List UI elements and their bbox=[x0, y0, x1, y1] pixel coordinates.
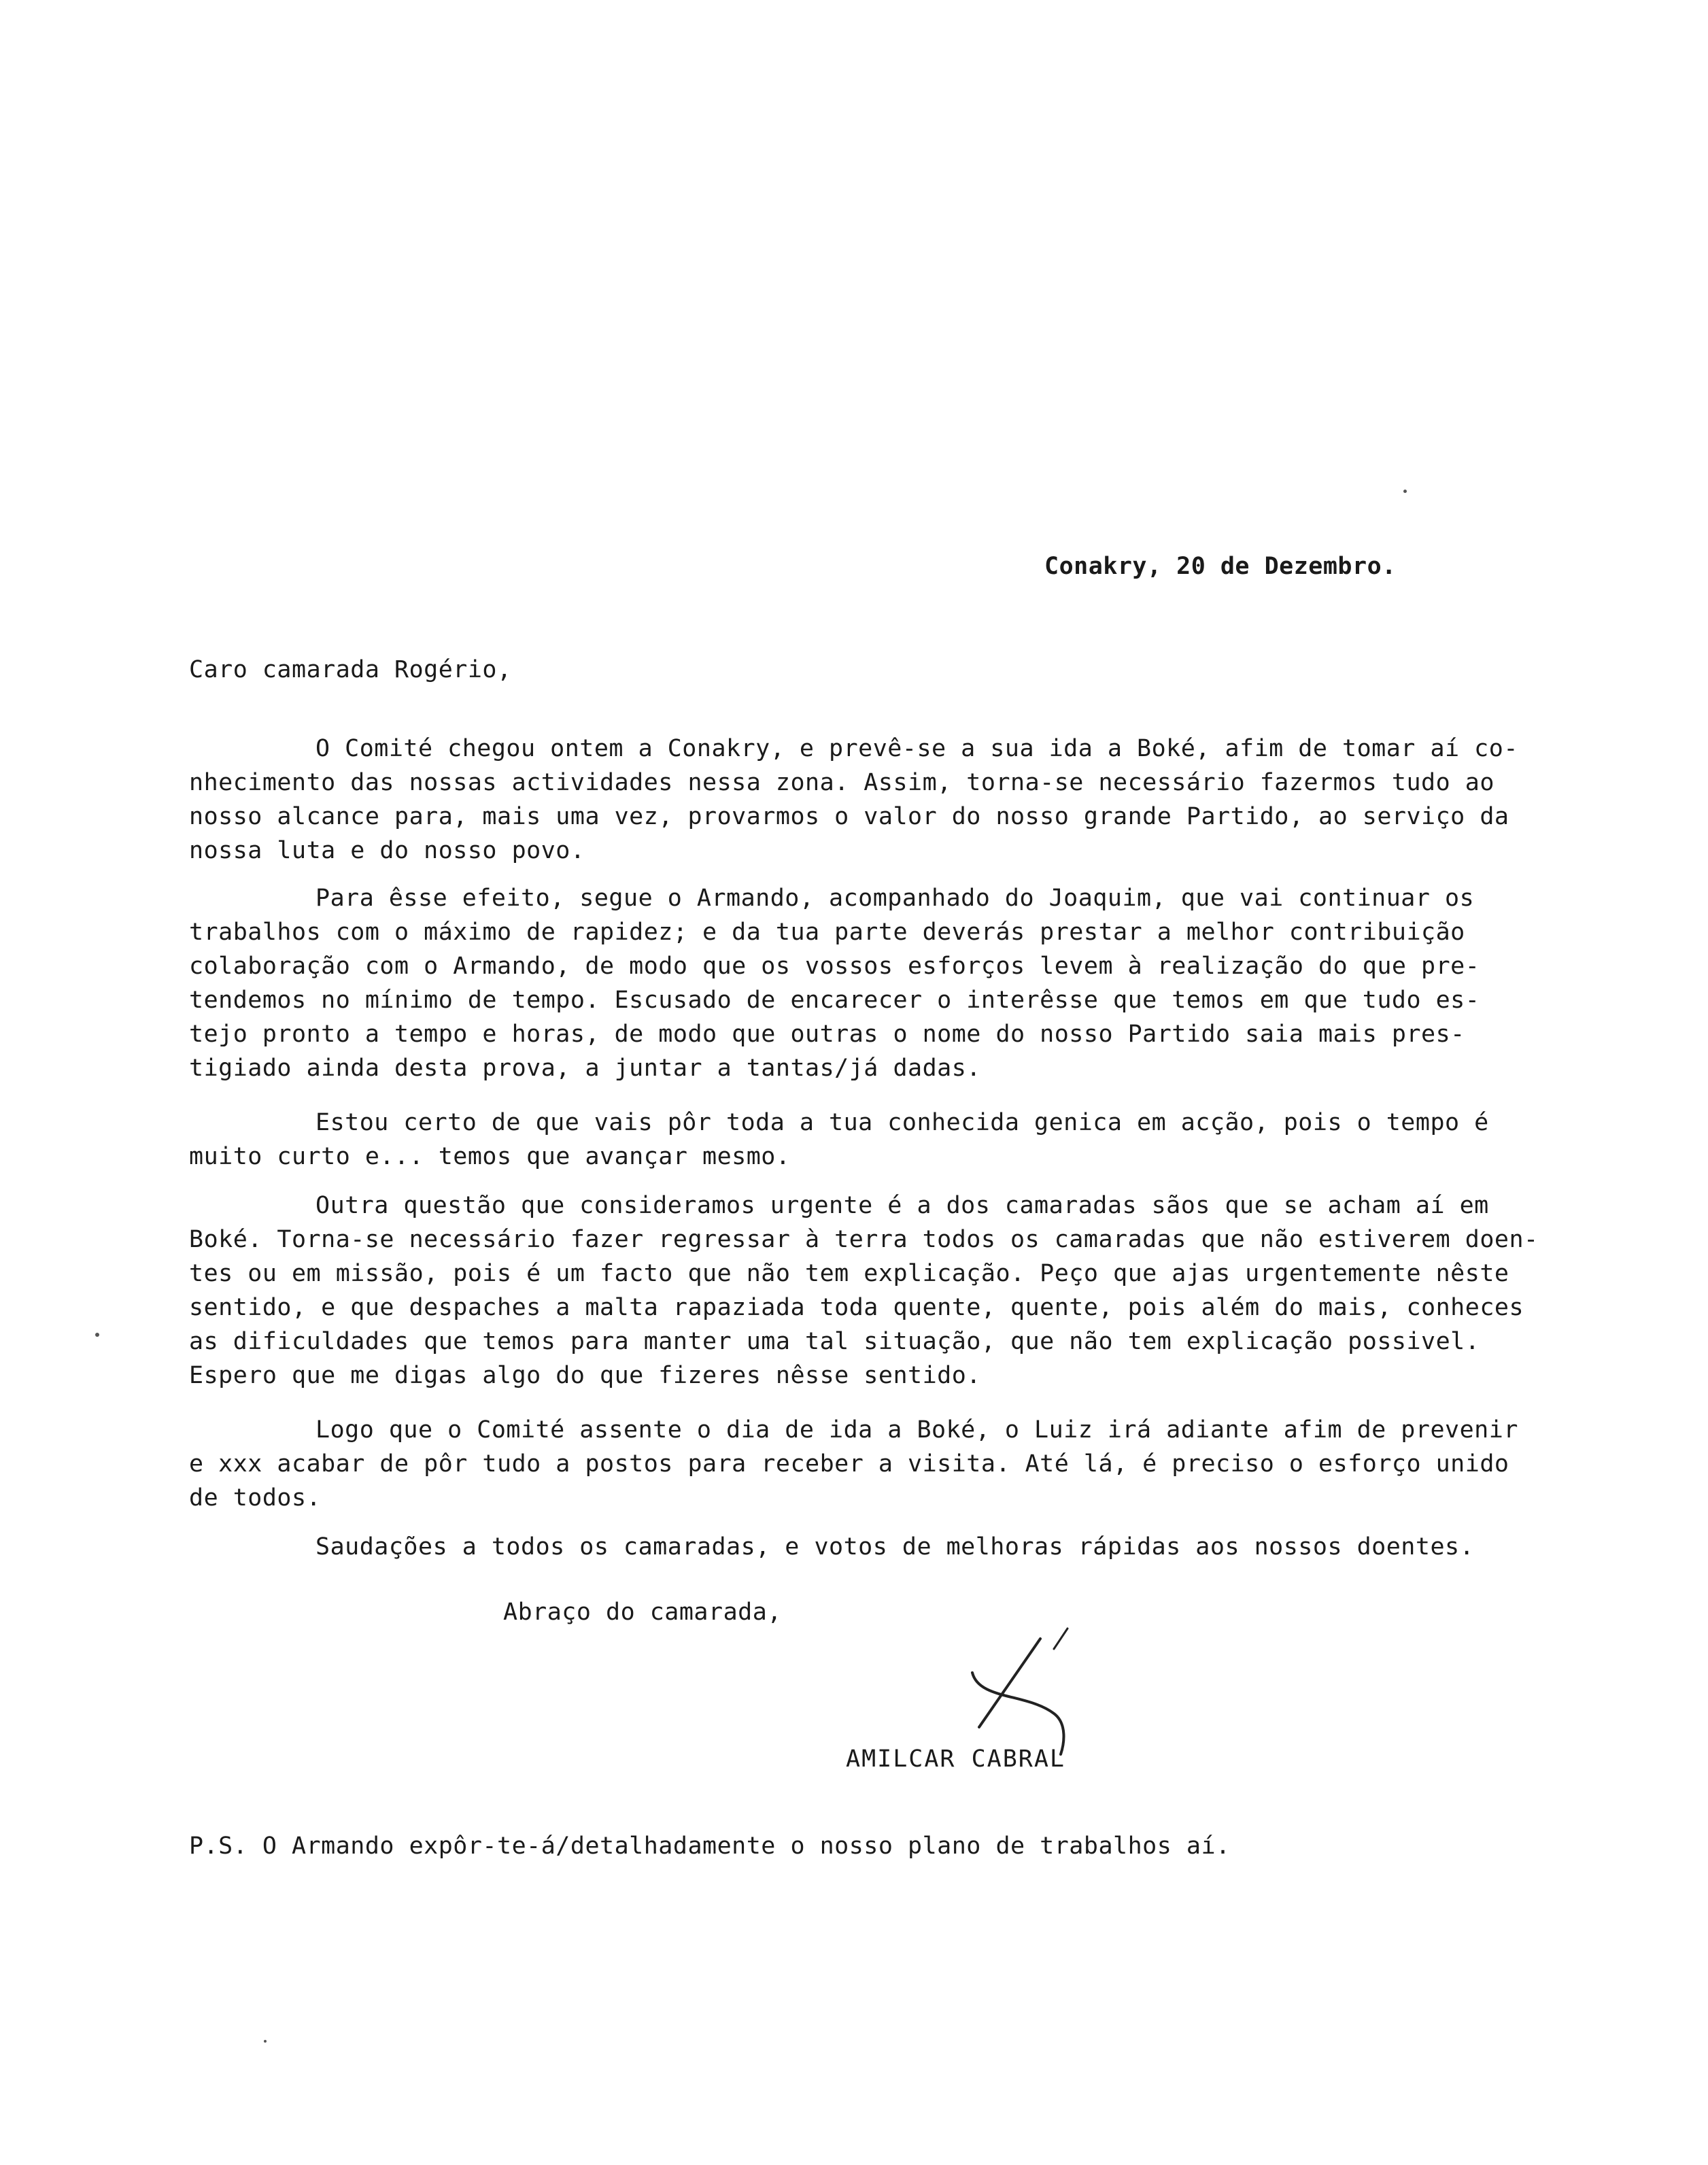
paragraph-line: sentido, e que despaches a malta rapaziada toda quente, quente, pois além do mais, conheces bbox=[189, 1294, 1524, 1321]
scan-speck bbox=[95, 1333, 99, 1337]
scan-speck bbox=[1403, 490, 1407, 493]
paragraph-line: tigiado ainda desta prova, a juntar a tantas/já dadas. bbox=[189, 1055, 981, 1082]
paragraph-3 bbox=[189, 1106, 1644, 1174]
paragraph-1 bbox=[189, 732, 1644, 868]
paragraph-line: Espero que me digas algo do que fizeres nêsse sentido. bbox=[189, 1362, 981, 1389]
paragraph-line: muito curto e... temos que avançar mesmo. bbox=[189, 1143, 791, 1170]
paragraph-4 bbox=[189, 1189, 1644, 1393]
paragraph-line: Estou certo de que vais pôr toda a tua conhecida genica em acção, pois o tempo é bbox=[315, 1109, 1489, 1136]
signed-name: AMILCAR CABRAL bbox=[846, 1745, 1066, 1773]
paragraph-line: trabalhos com o máximo de rapidez; e da tua parte deverás prestar a melhor contribuição bbox=[189, 919, 1465, 946]
paragraph-line: tes ou em missão, pois é um facto que não tem explicação. Peço que ajas urgentemente nêste bbox=[189, 1260, 1509, 1287]
paragraph-line: nosso alcance para, mais uma vez, provarmos o valor do nosso grande Partido, ao serviço da bbox=[189, 803, 1509, 830]
paragraph-line: as dificuldades que temos para manter uma tal situação, que não tem explicação possivel. bbox=[189, 1328, 1480, 1355]
handwritten-signature bbox=[952, 1625, 1101, 1761]
paragraph-line: Saudações a todos os camaradas, e votos de melhoras rápidas aos nossos doentes. bbox=[315, 1533, 1475, 1561]
paragraph-line: tendemos no mínimo de tempo. Escusado de encarecer o interêsse que temos em que tudo es- bbox=[189, 987, 1480, 1014]
paragraph-line: tejo pronto a tempo e horas, de modo que outras o nome do nosso Partido saia mais pres- bbox=[189, 1021, 1465, 1048]
paragraph-line: Logo que o Comité assente o dia de ida a Boké, o Luiz irá adiante afim de prevenir bbox=[315, 1416, 1518, 1444]
letter-date: Conakry, 20 de Dezembro. bbox=[1044, 553, 1397, 580]
postscript: P.S. O Armando expôr-te-á/detalhadamente o nosso plano de trabalhos aí. bbox=[189, 1832, 1231, 1860]
paragraph-line: Boké. Torna-se necessário fazer regressar à terra todos os camaradas que não estiverem doen- bbox=[189, 1226, 1539, 1253]
paragraph-line: de todos. bbox=[189, 1484, 322, 1512]
paragraph-line: Outra questão que consideramos urgente é a dos camaradas sãos que se acham aí em bbox=[315, 1192, 1489, 1219]
scan-speck bbox=[264, 2040, 267, 2043]
paragraph-6 bbox=[189, 1530, 1644, 1564]
paragraph-line: Para êsse efeito, segue o Armando, acompanhado do Joaquim, que vai continuar os bbox=[315, 885, 1475, 912]
salutation: Caro camarada Rogério, bbox=[189, 656, 512, 683]
paragraph-2 bbox=[189, 881, 1644, 1085]
paragraph-line: O Comité chegou ontem a Conakry, e prevê-se a sua ida a Boké, afim de tomar aí co- bbox=[315, 735, 1518, 762]
paragraph-5 bbox=[189, 1413, 1644, 1515]
paragraph-line: colaboração com o Armando, de modo que os vossos esforços levem à realização do que pre- bbox=[189, 953, 1480, 980]
closing: Abraço do camarada, bbox=[503, 1599, 782, 1626]
paragraph-line: nhecimento das nossas actividades nessa zona. Assim, torna-se necessário fazermos tudo ao bbox=[189, 769, 1494, 796]
paragraph-line: e xxx acabar de pôr tudo a postos para receber a visita. Até lá, é preciso o esforço unido bbox=[189, 1450, 1509, 1478]
paragraph-line: nossa luta e do nosso povo. bbox=[189, 837, 585, 864]
